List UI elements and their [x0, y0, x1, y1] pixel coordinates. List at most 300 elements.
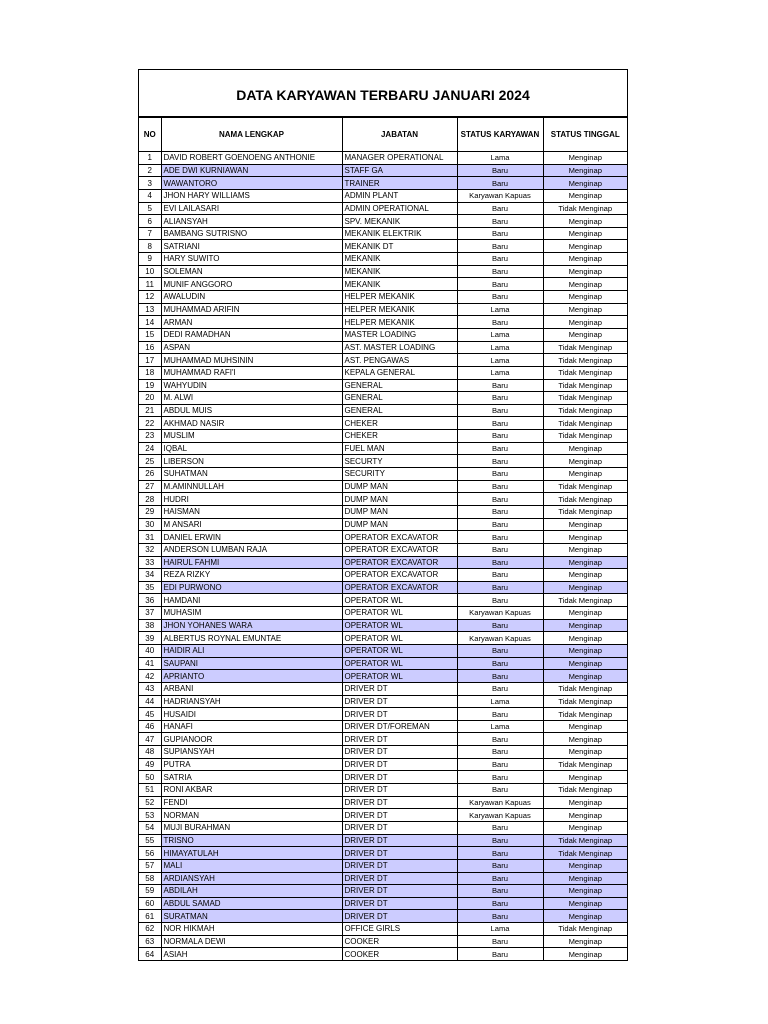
- cell-jabatan: OPERATOR EXCAVATOR: [342, 556, 457, 569]
- cell-status-karyawan: Baru: [457, 543, 543, 556]
- table-row: [139, 291, 627, 304]
- table-row: [139, 164, 627, 177]
- cell-no: 64: [139, 948, 161, 960]
- header-no: NO: [139, 118, 161, 152]
- cell-nama-lengkap: WAWANTORO: [161, 177, 342, 190]
- table-row: [139, 834, 627, 847]
- table-row: [139, 202, 627, 215]
- cell-jabatan: DUMP MAN: [342, 493, 457, 506]
- cell-status-tinggal: Menginap: [543, 897, 627, 910]
- cell-status-karyawan: Lama: [457, 341, 543, 354]
- cell-nama-lengkap: NORMAN: [161, 809, 342, 822]
- table-row: [139, 758, 627, 771]
- cell-nama-lengkap: HIMAYATULAH: [161, 847, 342, 860]
- cell-nama-lengkap: MUHAMMAD RAFI'I: [161, 366, 342, 379]
- cell-status-tinggal: Menginap: [543, 746, 627, 759]
- cell-jabatan: DRIVER DT: [342, 885, 457, 898]
- cell-no: 11: [139, 278, 161, 291]
- cell-nama-lengkap: MALI: [161, 859, 342, 872]
- cell-status-karyawan: Lama: [457, 328, 543, 341]
- cell-nama-lengkap: BAMBANG SUTRISNO: [161, 227, 342, 240]
- cell-status-tinggal: Tidak Menginap: [543, 202, 627, 215]
- cell-nama-lengkap: RONI AKBAR: [161, 784, 342, 797]
- table-row: [139, 948, 627, 960]
- cell-no: 61: [139, 910, 161, 923]
- cell-status-tinggal: Menginap: [543, 581, 627, 594]
- cell-status-karyawan: Lama: [457, 152, 543, 165]
- cell-jabatan: MEKANIK DT: [342, 240, 457, 253]
- cell-no: 26: [139, 468, 161, 481]
- table-row: [139, 708, 627, 721]
- table-row: [139, 859, 627, 872]
- cell-status-tinggal: Menginap: [543, 328, 627, 341]
- cell-status-tinggal: Menginap: [543, 152, 627, 165]
- cell-no: 39: [139, 632, 161, 645]
- cell-nama-lengkap: MUHAMMAD MUHSININ: [161, 354, 342, 367]
- cell-jabatan: MANAGER OPERATIONAL: [342, 152, 457, 165]
- cell-no: 43: [139, 682, 161, 695]
- cell-no: 29: [139, 505, 161, 518]
- cell-no: 30: [139, 518, 161, 531]
- cell-status-tinggal: Menginap: [543, 796, 627, 809]
- cell-status-tinggal: Menginap: [543, 948, 627, 960]
- cell-jabatan: SECURITY: [342, 468, 457, 481]
- cell-jabatan: FUEL MAN: [342, 442, 457, 455]
- table-row: [139, 455, 627, 468]
- cell-no: 2: [139, 164, 161, 177]
- cell-status-karyawan: Baru: [457, 177, 543, 190]
- table-row: [139, 682, 627, 695]
- cell-no: 60: [139, 897, 161, 910]
- table-row: [139, 379, 627, 392]
- cell-status-karyawan: Baru: [457, 493, 543, 506]
- cell-jabatan: DRIVER DT/FOREMAN: [342, 720, 457, 733]
- cell-status-tinggal: Tidak Menginap: [543, 682, 627, 695]
- table-row: [139, 341, 627, 354]
- cell-nama-lengkap: EVI LAILASARI: [161, 202, 342, 215]
- cell-no: 56: [139, 847, 161, 860]
- table-row: [139, 366, 627, 379]
- cell-status-karyawan: Baru: [457, 164, 543, 177]
- table-row: [139, 923, 627, 936]
- cell-status-karyawan: Karyawan Kapuas: [457, 632, 543, 645]
- cell-jabatan: OPERATOR WL: [342, 632, 457, 645]
- cell-status-karyawan: Lama: [457, 695, 543, 708]
- cell-status-karyawan: Lama: [457, 303, 543, 316]
- table-row: [139, 518, 627, 531]
- cell-jabatan: DRIVER DT: [342, 821, 457, 834]
- cell-no: 42: [139, 670, 161, 683]
- cell-jabatan: DRIVER DT: [342, 771, 457, 784]
- cell-jabatan: DRIVER DT: [342, 809, 457, 822]
- table-row: [139, 569, 627, 582]
- cell-status-tinggal: Menginap: [543, 177, 627, 190]
- cell-status-tinggal: Menginap: [543, 303, 627, 316]
- cell-nama-lengkap: MUSLIM: [161, 430, 342, 443]
- cell-no: 16: [139, 341, 161, 354]
- cell-nama-lengkap: EDI PURWONO: [161, 581, 342, 594]
- cell-status-tinggal: Tidak Menginap: [543, 695, 627, 708]
- cell-nama-lengkap: ABDILAH: [161, 885, 342, 898]
- cell-nama-lengkap: SAUPANI: [161, 657, 342, 670]
- table-row: [139, 442, 627, 455]
- cell-nama-lengkap: ABDUL MUIS: [161, 404, 342, 417]
- cell-jabatan: ADMIN PLANT: [342, 189, 457, 202]
- cell-nama-lengkap: HARY SUWITO: [161, 253, 342, 266]
- cell-jabatan: HELPER MEKANIK: [342, 291, 457, 304]
- cell-no: 37: [139, 607, 161, 620]
- cell-no: 17: [139, 354, 161, 367]
- cell-no: 49: [139, 758, 161, 771]
- cell-nama-lengkap: WAHYUDIN: [161, 379, 342, 392]
- table-row: [139, 505, 627, 518]
- cell-jabatan: SPV. MEKANIK: [342, 215, 457, 228]
- cell-status-tinggal: Tidak Menginap: [543, 404, 627, 417]
- cell-nama-lengkap: JHON YOHANES WARA: [161, 619, 342, 632]
- cell-nama-lengkap: PUTRA: [161, 758, 342, 771]
- cell-status-karyawan: Baru: [457, 872, 543, 885]
- table-row: [139, 543, 627, 556]
- cell-no: 4: [139, 189, 161, 202]
- cell-status-tinggal: Tidak Menginap: [543, 923, 627, 936]
- cell-status-tinggal: Menginap: [543, 607, 627, 620]
- cell-status-karyawan: Baru: [457, 379, 543, 392]
- cell-status-tinggal: Tidak Menginap: [543, 784, 627, 797]
- cell-status-karyawan: Baru: [457, 834, 543, 847]
- table-row: [139, 152, 627, 165]
- cell-status-tinggal: Menginap: [543, 632, 627, 645]
- table-row: [139, 531, 627, 544]
- cell-jabatan: MASTER LOADING: [342, 328, 457, 341]
- cell-jabatan: DRIVER DT: [342, 746, 457, 759]
- cell-status-tinggal: Menginap: [543, 657, 627, 670]
- cell-status-tinggal: Menginap: [543, 227, 627, 240]
- cell-nama-lengkap: ASPAN: [161, 341, 342, 354]
- table-row: [139, 253, 627, 266]
- cell-status-tinggal: Menginap: [543, 543, 627, 556]
- cell-status-karyawan: Baru: [457, 758, 543, 771]
- cell-status-karyawan: Baru: [457, 404, 543, 417]
- cell-jabatan: DRIVER DT: [342, 834, 457, 847]
- cell-nama-lengkap: HAIDIR ALI: [161, 644, 342, 657]
- cell-jabatan: OPERATOR WL: [342, 607, 457, 620]
- cell-status-karyawan: Baru: [457, 240, 543, 253]
- cell-jabatan: KEPALA GENERAL: [342, 366, 457, 379]
- cell-no: 24: [139, 442, 161, 455]
- cell-status-tinggal: Menginap: [543, 771, 627, 784]
- header-nama-lengkap: NAMA LENGKAP: [161, 118, 342, 152]
- cell-nama-lengkap: MUHASIM: [161, 607, 342, 620]
- cell-status-tinggal: Menginap: [543, 556, 627, 569]
- table-row: [139, 720, 627, 733]
- cell-status-tinggal: Menginap: [543, 821, 627, 834]
- cell-no: 8: [139, 240, 161, 253]
- cell-nama-lengkap: ARDIANSYAH: [161, 872, 342, 885]
- cell-status-karyawan: Baru: [457, 670, 543, 683]
- cell-no: 3: [139, 177, 161, 190]
- cell-status-karyawan: Baru: [457, 847, 543, 860]
- table-row: [139, 632, 627, 645]
- cell-nama-lengkap: M ANSARI: [161, 518, 342, 531]
- cell-status-karyawan: Baru: [457, 910, 543, 923]
- cell-jabatan: MEKANIK: [342, 265, 457, 278]
- table-row: [139, 493, 627, 506]
- cell-nama-lengkap: HUSAIDI: [161, 708, 342, 721]
- cell-status-tinggal: Tidak Menginap: [543, 341, 627, 354]
- table-row: [139, 733, 627, 746]
- cell-jabatan: ADMIN OPERATIONAL: [342, 202, 457, 215]
- cell-status-karyawan: Baru: [457, 202, 543, 215]
- cell-nama-lengkap: SUHATMAN: [161, 468, 342, 481]
- cell-status-tinggal: Menginap: [543, 189, 627, 202]
- cell-nama-lengkap: HANAFI: [161, 720, 342, 733]
- cell-status-karyawan: Karyawan Kapuas: [457, 809, 543, 822]
- cell-status-tinggal: Menginap: [543, 518, 627, 531]
- cell-nama-lengkap: LIBERSON: [161, 455, 342, 468]
- cell-status-karyawan: Baru: [457, 733, 543, 746]
- cell-no: 31: [139, 531, 161, 544]
- cell-jabatan: CHEKER: [342, 417, 457, 430]
- cell-nama-lengkap: NORMALA DEWI: [161, 935, 342, 948]
- table-row: [139, 784, 627, 797]
- cell-status-karyawan: Lama: [457, 354, 543, 367]
- cell-no: 55: [139, 834, 161, 847]
- cell-jabatan: OPERATOR WL: [342, 594, 457, 607]
- cell-nama-lengkap: ASIAH: [161, 948, 342, 960]
- table-row: [139, 328, 627, 341]
- cell-no: 62: [139, 923, 161, 936]
- cell-no: 48: [139, 746, 161, 759]
- table-row: [139, 619, 627, 632]
- table-row: [139, 227, 627, 240]
- table-row: [139, 885, 627, 898]
- cell-no: 50: [139, 771, 161, 784]
- cell-nama-lengkap: SOLEMAN: [161, 265, 342, 278]
- cell-no: 22: [139, 417, 161, 430]
- cell-no: 19: [139, 379, 161, 392]
- cell-nama-lengkap: MUJI BURAHMAN: [161, 821, 342, 834]
- cell-status-tinggal: Tidak Menginap: [543, 354, 627, 367]
- cell-status-tinggal: Menginap: [543, 215, 627, 228]
- cell-status-tinggal: Menginap: [543, 644, 627, 657]
- table-row: [139, 215, 627, 228]
- table-row: [139, 847, 627, 860]
- cell-status-tinggal: Menginap: [543, 935, 627, 948]
- cell-jabatan: OPERATOR EXCAVATOR: [342, 581, 457, 594]
- cell-status-tinggal: Tidak Menginap: [543, 505, 627, 518]
- cell-no: 5: [139, 202, 161, 215]
- cell-no: 53: [139, 809, 161, 822]
- cell-nama-lengkap: SATRIA: [161, 771, 342, 784]
- cell-nama-lengkap: DANIEL ERWIN: [161, 531, 342, 544]
- cell-status-tinggal: Tidak Menginap: [543, 834, 627, 847]
- cell-no: 58: [139, 872, 161, 885]
- cell-no: 52: [139, 796, 161, 809]
- cell-status-karyawan: Baru: [457, 784, 543, 797]
- cell-no: 34: [139, 569, 161, 582]
- cell-status-tinggal: Menginap: [543, 720, 627, 733]
- cell-status-tinggal: Menginap: [543, 859, 627, 872]
- cell-status-tinggal: Tidak Menginap: [543, 417, 627, 430]
- table-row: [139, 303, 627, 316]
- cell-no: 36: [139, 594, 161, 607]
- cell-status-tinggal: Menginap: [543, 733, 627, 746]
- cell-status-karyawan: Baru: [457, 455, 543, 468]
- cell-no: 18: [139, 366, 161, 379]
- cell-status-tinggal: Menginap: [543, 872, 627, 885]
- table-row: [139, 354, 627, 367]
- cell-status-karyawan: Lama: [457, 923, 543, 936]
- cell-status-tinggal: Menginap: [543, 455, 627, 468]
- cell-no: 59: [139, 885, 161, 898]
- cell-status-tinggal: Menginap: [543, 670, 627, 683]
- cell-status-karyawan: Baru: [457, 897, 543, 910]
- cell-status-karyawan: Baru: [457, 708, 543, 721]
- cell-jabatan: OFFICE GIRLS: [342, 923, 457, 936]
- cell-nama-lengkap: SURATMAN: [161, 910, 342, 923]
- table-row: [139, 809, 627, 822]
- cell-status-tinggal: Menginap: [543, 910, 627, 923]
- cell-status-tinggal: Menginap: [543, 253, 627, 266]
- cell-status-tinggal: Tidak Menginap: [543, 847, 627, 860]
- cell-status-karyawan: Baru: [457, 253, 543, 266]
- cell-no: 7: [139, 227, 161, 240]
- cell-status-karyawan: Baru: [457, 227, 543, 240]
- cell-jabatan: CHEKER: [342, 430, 457, 443]
- table-row: [139, 404, 627, 417]
- cell-jabatan: DRIVER DT: [342, 758, 457, 771]
- cell-jabatan: DRIVER DT: [342, 708, 457, 721]
- cell-no: 47: [139, 733, 161, 746]
- cell-no: 1: [139, 152, 161, 165]
- cell-status-tinggal: Tidak Menginap: [543, 430, 627, 443]
- cell-jabatan: DRIVER DT: [342, 897, 457, 910]
- cell-status-karyawan: Baru: [457, 278, 543, 291]
- cell-status-karyawan: Baru: [457, 442, 543, 455]
- table-row: [139, 657, 627, 670]
- cell-no: 33: [139, 556, 161, 569]
- cell-jabatan: DRIVER DT: [342, 733, 457, 746]
- cell-nama-lengkap: HAMDANI: [161, 594, 342, 607]
- cell-nama-lengkap: HAISMAN: [161, 505, 342, 518]
- cell-jabatan: DRIVER DT: [342, 847, 457, 860]
- cell-status-tinggal: Tidak Menginap: [543, 392, 627, 405]
- sheet-title: DATA KARYAWAN TERBARU JANUARI 2024: [139, 70, 627, 117]
- table-row: [139, 821, 627, 834]
- cell-no: 12: [139, 291, 161, 304]
- employee-table: [139, 117, 627, 960]
- cell-jabatan: OPERATOR WL: [342, 644, 457, 657]
- cell-status-tinggal: Menginap: [543, 619, 627, 632]
- table-row: [139, 670, 627, 683]
- table-row: [139, 468, 627, 481]
- cell-nama-lengkap: AKHMAD NASIR: [161, 417, 342, 430]
- cell-no: 28: [139, 493, 161, 506]
- cell-jabatan: OPERATOR EXCAVATOR: [342, 543, 457, 556]
- cell-status-karyawan: Baru: [457, 746, 543, 759]
- cell-status-tinggal: Menginap: [543, 164, 627, 177]
- cell-status-tinggal: Menginap: [543, 316, 627, 329]
- cell-status-karyawan: Lama: [457, 720, 543, 733]
- cell-no: 13: [139, 303, 161, 316]
- cell-jabatan: COOKER: [342, 935, 457, 948]
- cell-no: 57: [139, 859, 161, 872]
- cell-nama-lengkap: M.AMINNULLAH: [161, 480, 342, 493]
- cell-jabatan: MEKANIK: [342, 278, 457, 291]
- cell-nama-lengkap: HUDRI: [161, 493, 342, 506]
- cell-jabatan: OPERATOR WL: [342, 670, 457, 683]
- cell-status-karyawan: Baru: [457, 430, 543, 443]
- cell-jabatan: DUMP MAN: [342, 480, 457, 493]
- cell-nama-lengkap: MUHAMMAD ARIFIN: [161, 303, 342, 316]
- cell-status-karyawan: Baru: [457, 518, 543, 531]
- table-row: [139, 796, 627, 809]
- cell-jabatan: DRIVER DT: [342, 796, 457, 809]
- cell-nama-lengkap: HADRIANSYAH: [161, 695, 342, 708]
- cell-nama-lengkap: TRISNO: [161, 834, 342, 847]
- cell-status-karyawan: Baru: [457, 657, 543, 670]
- cell-jabatan: DRIVER DT: [342, 784, 457, 797]
- table-row: [139, 935, 627, 948]
- cell-status-tinggal: Menginap: [543, 291, 627, 304]
- table-header-row: [139, 118, 627, 152]
- cell-status-tinggal: Tidak Menginap: [543, 493, 627, 506]
- cell-no: 41: [139, 657, 161, 670]
- employee-sheet: [138, 69, 628, 961]
- table-body: [139, 152, 627, 961]
- cell-jabatan: DRIVER DT: [342, 682, 457, 695]
- cell-status-karyawan: Baru: [457, 468, 543, 481]
- table-row: [139, 240, 627, 253]
- cell-status-karyawan: Karyawan Kapuas: [457, 607, 543, 620]
- cell-status-karyawan: Baru: [457, 885, 543, 898]
- cell-status-karyawan: Karyawan Kapuas: [457, 796, 543, 809]
- cell-status-karyawan: Baru: [457, 480, 543, 493]
- cell-nama-lengkap: DEDI RAMADHAN: [161, 328, 342, 341]
- cell-status-karyawan: Baru: [457, 594, 543, 607]
- table-row: [139, 695, 627, 708]
- table-row: [139, 644, 627, 657]
- cell-status-karyawan: Baru: [457, 859, 543, 872]
- table-row: [139, 278, 627, 291]
- cell-nama-lengkap: MUNIF ANGGORO: [161, 278, 342, 291]
- cell-status-karyawan: Baru: [457, 417, 543, 430]
- cell-nama-lengkap: M. ALWI: [161, 392, 342, 405]
- cell-status-karyawan: Baru: [457, 935, 543, 948]
- cell-no: 10: [139, 265, 161, 278]
- table-row: [139, 430, 627, 443]
- table-row: [139, 581, 627, 594]
- table-row: [139, 316, 627, 329]
- cell-nama-lengkap: ARBANI: [161, 682, 342, 695]
- cell-status-tinggal: Menginap: [543, 442, 627, 455]
- cell-no: 51: [139, 784, 161, 797]
- cell-no: 20: [139, 392, 161, 405]
- header-jabatan: JABATAN: [342, 118, 457, 152]
- cell-jabatan: OPERATOR EXCAVATOR: [342, 569, 457, 582]
- cell-nama-lengkap: ABDUL SAMAD: [161, 897, 342, 910]
- cell-no: 9: [139, 253, 161, 266]
- table-row: [139, 607, 627, 620]
- cell-jabatan: DRIVER DT: [342, 910, 457, 923]
- cell-status-tinggal: Menginap: [543, 885, 627, 898]
- table-row: [139, 480, 627, 493]
- cell-status-karyawan: Baru: [457, 505, 543, 518]
- table-row: [139, 872, 627, 885]
- cell-nama-lengkap: GUPIANOOR: [161, 733, 342, 746]
- table-row: [139, 417, 627, 430]
- cell-status-tinggal: Menginap: [543, 240, 627, 253]
